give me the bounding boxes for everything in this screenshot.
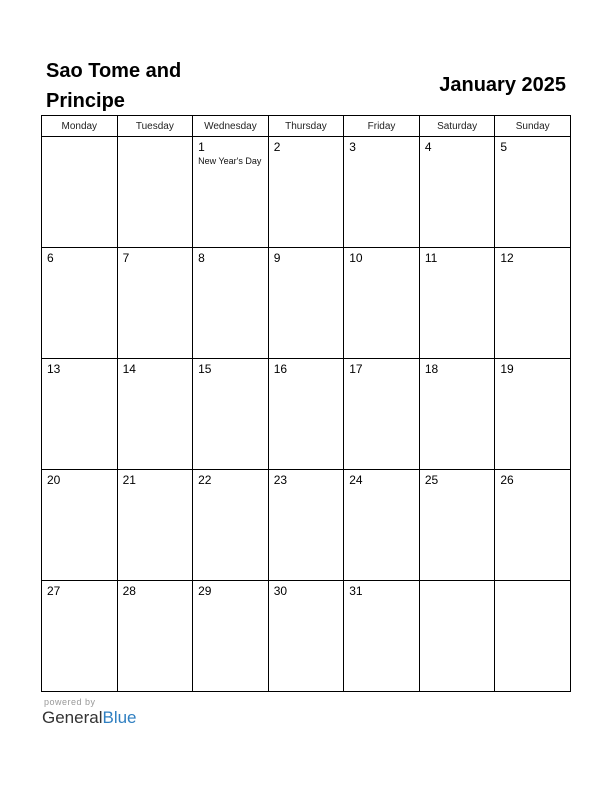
country-title-line1: Sao Tome and <box>46 60 182 82</box>
day-cell <box>117 137 193 248</box>
day-cell <box>419 248 495 359</box>
day-cell <box>42 137 118 248</box>
day-number: 4 <box>424 140 432 154</box>
country-title <box>46 56 276 116</box>
month-year-title: January 2025 <box>439 74 566 96</box>
day-cell <box>419 470 495 581</box>
weekday-header: Thursday <box>268 116 344 137</box>
day-number: 6 <box>47 251 54 265</box>
day-cell <box>117 359 193 470</box>
day-cell <box>344 470 420 581</box>
day-number: 16 <box>273 362 288 376</box>
day-number: 8 <box>198 251 205 265</box>
brand-general-text: General <box>42 708 103 727</box>
week-row <box>42 137 571 248</box>
day-number: 12 <box>500 251 514 265</box>
week-row <box>42 581 571 692</box>
day-number: 18 <box>424 362 439 376</box>
day-cell <box>419 581 495 692</box>
day-cell <box>344 581 420 692</box>
day-cell <box>42 470 118 581</box>
day-cell <box>193 581 269 692</box>
day-number: 13 <box>47 362 61 376</box>
day-number: 26 <box>500 473 514 487</box>
day-cell <box>495 581 571 692</box>
weekday-header: Friday <box>344 116 420 137</box>
day-number: 31 <box>349 584 363 598</box>
calendar-grid <box>41 115 571 692</box>
day-cell <box>193 470 269 581</box>
country-title-line2: Principe <box>46 90 125 112</box>
day-cell <box>268 137 344 248</box>
day-number: 7 <box>122 251 130 265</box>
day-number: 21 <box>122 473 136 487</box>
week-row <box>42 359 571 470</box>
day-cell <box>495 470 571 581</box>
day-number: 14 <box>122 362 136 376</box>
weekday-header: Saturday <box>419 116 495 137</box>
day-number: 1 <box>198 140 205 154</box>
day-cell <box>268 359 344 470</box>
weekday-header: Sunday <box>495 116 571 137</box>
day-number: 2 <box>273 140 281 154</box>
day-number: 25 <box>424 473 439 487</box>
day-cell <box>344 248 420 359</box>
day-cell <box>344 359 420 470</box>
day-number: 23 <box>273 473 288 487</box>
day-number <box>495 581 570 583</box>
day-number: 20 <box>47 473 61 487</box>
weekday-header: Tuesday <box>117 116 193 137</box>
powered-by-label: powered by <box>44 697 96 707</box>
day-cell <box>42 359 118 470</box>
day-number: 24 <box>349 473 363 487</box>
day-cell <box>495 248 571 359</box>
day-cell <box>495 359 571 470</box>
day-number: 11 <box>424 251 438 265</box>
day-number <box>118 137 193 139</box>
day-number: 10 <box>349 251 363 265</box>
day-cell <box>495 137 571 248</box>
weekday-header: Wednesday <box>193 116 269 137</box>
day-number: 29 <box>198 584 212 598</box>
day-number <box>420 581 495 583</box>
day-number: 17 <box>349 362 363 376</box>
day-cell <box>419 359 495 470</box>
day-cell <box>193 248 269 359</box>
day-cell <box>344 137 420 248</box>
day-cell <box>268 248 344 359</box>
day-cell <box>42 248 118 359</box>
day-number: 28 <box>122 584 136 598</box>
day-number: 22 <box>198 473 212 487</box>
day-number: 27 <box>47 584 61 598</box>
day-cell <box>419 137 495 248</box>
day-number: 9 <box>273 251 281 265</box>
day-cell <box>117 248 193 359</box>
day-number: 30 <box>273 584 288 598</box>
day-number: 19 <box>500 362 514 376</box>
day-cell <box>117 581 193 692</box>
holiday-label: New Year's Day <box>198 156 262 166</box>
weekday-header: Monday <box>42 116 118 137</box>
day-cell <box>117 470 193 581</box>
weekday-header-row <box>42 116 571 137</box>
day-cell <box>193 359 269 470</box>
week-row <box>42 248 571 359</box>
day-cell <box>42 581 118 692</box>
day-cell <box>268 581 344 692</box>
day-cell <box>268 470 344 581</box>
day-number: 5 <box>500 140 508 154</box>
week-row <box>42 470 571 581</box>
generalblue-logo[interactable] <box>42 708 137 728</box>
day-cell <box>193 137 269 248</box>
day-number: 15 <box>198 362 212 376</box>
day-number <box>42 137 117 139</box>
day-number: 3 <box>349 140 356 154</box>
brand-blue-text: Blue <box>102 708 137 727</box>
